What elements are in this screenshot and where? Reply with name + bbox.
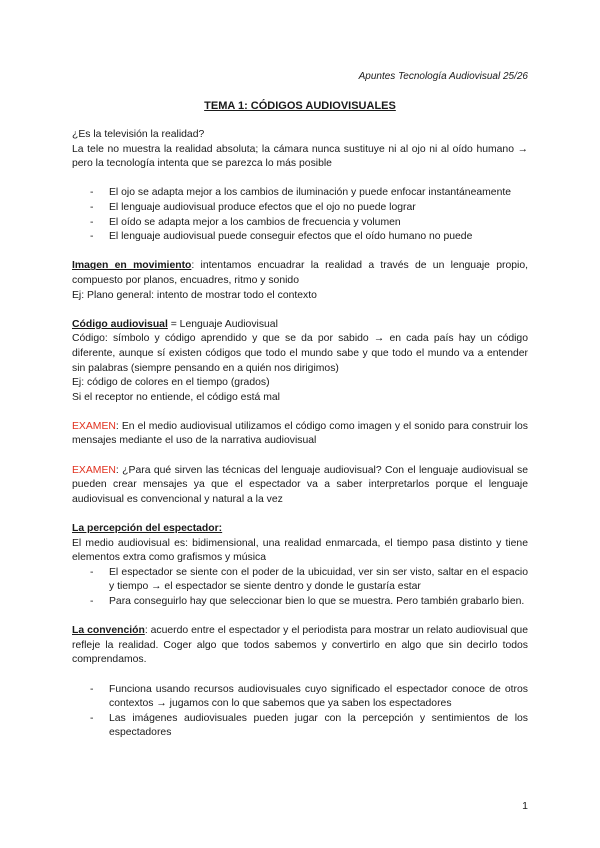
exam-label: EXAMEN xyxy=(72,464,116,476)
paragraph: Código: símbolo y código aprendido y que se da por sabido → en cada país hay un código diferente, aunque sí existen códigos que todo el mundo sabe y que todo el mundo va a entender sin palabras (siempre pensando en a quién nos dirigimos) xyxy=(72,333,528,374)
paragraph-text: : intentamos encuadrar la realidad a través de un lenguaje propio, compuesto por planos, encuadres, ritmo y sonido xyxy=(72,260,528,286)
list-item: - Las imágenes audiovisuales pueden jugar con la percepción y sentimientos de los espectadores xyxy=(72,712,528,741)
list-item: - El lenguaje audiovisual puede conseguir efectos que el oído humano no puede xyxy=(72,230,528,245)
paragraph xyxy=(72,259,528,288)
list-item: - El oído se adapta mejor a los cambios de frecuencia y volumen xyxy=(72,216,528,231)
document-body xyxy=(72,128,528,741)
example-line: Ej: Plano general: intento de mostrar todo el contexto xyxy=(72,289,317,301)
list-item: - El espectador se siente con el poder de la ubicuidad, ver sin ser visto, saltar en el espacio y tiempo → el espectador se siente dentro y donde le gustaría estar xyxy=(72,566,528,595)
paragraph xyxy=(72,318,528,333)
paragraph-text: : En el medio audiovisual utilizamos el código como imagen y el sonido para construir los mensajes mediante el uso de la narrativa audiovisual xyxy=(72,420,528,447)
exam-label: EXAMEN xyxy=(72,420,116,432)
paragraph-text: : acuerdo entre el espectador y el periodista para mostrar un relato audiovisual que refleje la realidad. Coger algo que todos sabemos y convertirlo en algo que sin decirlo todos comprendamos. xyxy=(72,625,528,666)
paragraph xyxy=(72,624,528,668)
paragraph: Si el receptor no entiende, el código está mal xyxy=(72,391,280,403)
exam-note xyxy=(72,420,528,449)
paragraph: La tele no muestra la realidad absoluta; la cámara nunca sustituye ni al ojo ni al oído humano → pero la tecnología intenta que se parezca lo más posible xyxy=(72,143,528,170)
page-header: Apuntes Tecnología Audiovisual 25/26 xyxy=(358,71,528,82)
list-item: - El ojo se adapta mejor a los cambios de iluminación y puede enfocar instantáneamente xyxy=(72,186,528,201)
list-item: - Funciona usando recursos audiovisuales cuyo significado el espectador conoce de otros contextos → jugamos con lo que sabemos que ya saben los espectadores xyxy=(72,683,528,712)
bullet-list xyxy=(72,186,528,244)
paragraph: El medio audiovisual es: bidimensional, una realidad enmarcada, el tiempo pasa distinto y tiene elementos extra como grafismos y música xyxy=(72,537,528,564)
section-heading: La convención xyxy=(72,625,145,637)
list-item: - Para conseguirlo hay que seleccionar bien lo que se muestra. Pero también grabarlo bien. xyxy=(72,595,528,610)
document-title: TEMA 1: CÓDIGOS AUDIOVISUALES xyxy=(204,100,396,112)
exam-note xyxy=(72,464,528,508)
paragraph-text: = Lenguaje Audiovisual xyxy=(167,318,278,330)
list-item: - El lenguaje audiovisual produce efectos que el ojo no puede lograr xyxy=(72,201,528,216)
paragraph-text: : ¿Para qué sirven las técnicas del lenguaje audiovisual? Con el lenguaje audiovisual se pueden crear mensajes ya que el espectador va a saber interpretarlos porque el lenguaje audiovisual es convencional y natural a la vez xyxy=(72,464,528,505)
page-number: 1 xyxy=(522,800,528,812)
bullet-list xyxy=(72,566,528,610)
section-heading: La percepción del espectador: xyxy=(72,523,223,535)
section-heading: Código audiovisual xyxy=(72,318,168,330)
section-heading: Imagen en movimiento xyxy=(72,260,192,272)
bullet-list xyxy=(72,683,528,741)
example-line: Ej: código de colores en el tiempo (grados) xyxy=(72,377,270,389)
section-question: ¿Es la televisión la realidad? xyxy=(72,129,205,140)
